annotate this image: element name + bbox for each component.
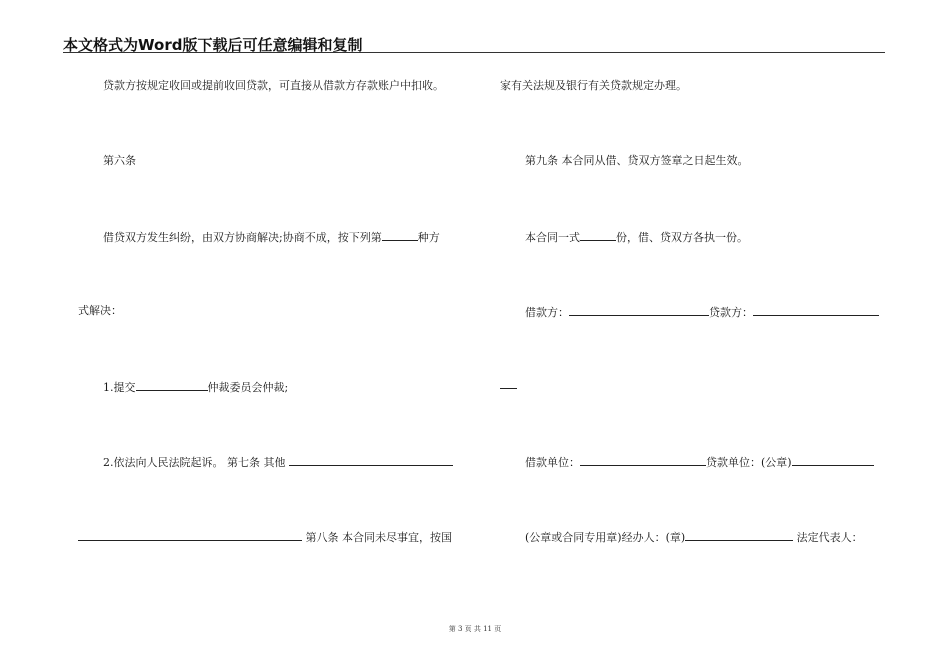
right-line-3-text-b: 份，借、贷双方各执一份。 [616,231,748,244]
header-divider [63,52,885,53]
blank-method-number[interactable] [382,229,418,241]
right-line-signatories [525,304,879,320]
lender-signature-blank[interactable] [753,304,879,316]
lender-unit-blank[interactable] [792,454,874,466]
right-line-7 [525,529,863,545]
right-line-units [525,454,874,470]
left-line-5-text-a: 1.提交 [103,381,136,394]
blank-arbitration-committee[interactable] [136,379,208,391]
left-line-4: 式解决： [78,304,122,317]
left-line-5 [103,379,288,395]
agent-seal-blank[interactable] [685,529,793,541]
blank-other-terms[interactable] [289,454,453,466]
lender-signature-blank-wrap[interactable] [500,377,517,389]
left-line-7-text: 第八条 本合同未尽事宜，按国 [305,531,452,544]
left-line-3 [103,229,440,245]
borrower-unit-blank[interactable] [580,454,706,466]
lender-unit-label: 贷款单位：(公章) [706,456,792,469]
borrower-signature-blank[interactable] [569,304,709,316]
left-line-3-text-b: 种方 [417,231,440,244]
borrower-label: 借款方： [525,306,569,319]
left-line-article-6: 第六条 [103,154,136,167]
blank-copies-count[interactable] [580,229,616,241]
left-line-3-text-a: 借贷双方发生纠纷，由双方协商解决;协商不成，按下列第 [103,231,382,244]
right-line-3-text-a: 本合同一式 [525,231,580,244]
blank-other-terms-cont[interactable] [78,529,302,541]
right-line-article-9: 第九条 本合同从借、贷双方签章之日起生效。 [525,154,749,167]
right-line-3 [525,229,748,245]
left-line-6 [103,454,453,470]
document-header-title: 本文格式为Word版下载后可任意编辑和复制 [63,36,363,54]
right-line-1: 家有关法规及银行有关贷款规定办理。 [500,79,687,92]
legal-rep-label: 法定代表人： [796,531,863,544]
left-line-6-text: 2.依法向人民法院起诉。 第七条 其他 [103,456,286,469]
agent-seal-label: (公章或合同专用章)经办人：(章) [525,531,686,544]
left-line-1: 贷款方按规定收回或提前收回贷款，可直接从借款方存款账户中扣收。 [103,79,444,92]
lender-label: 贷款方： [709,306,753,319]
borrower-unit-label: 借款单位： [525,456,580,469]
left-line-5-text-b: 仲裁委员会仲裁; [207,381,289,394]
left-line-7 [78,529,452,545]
page-number-footer: 第 3 页 共 11 页 [448,625,502,633]
